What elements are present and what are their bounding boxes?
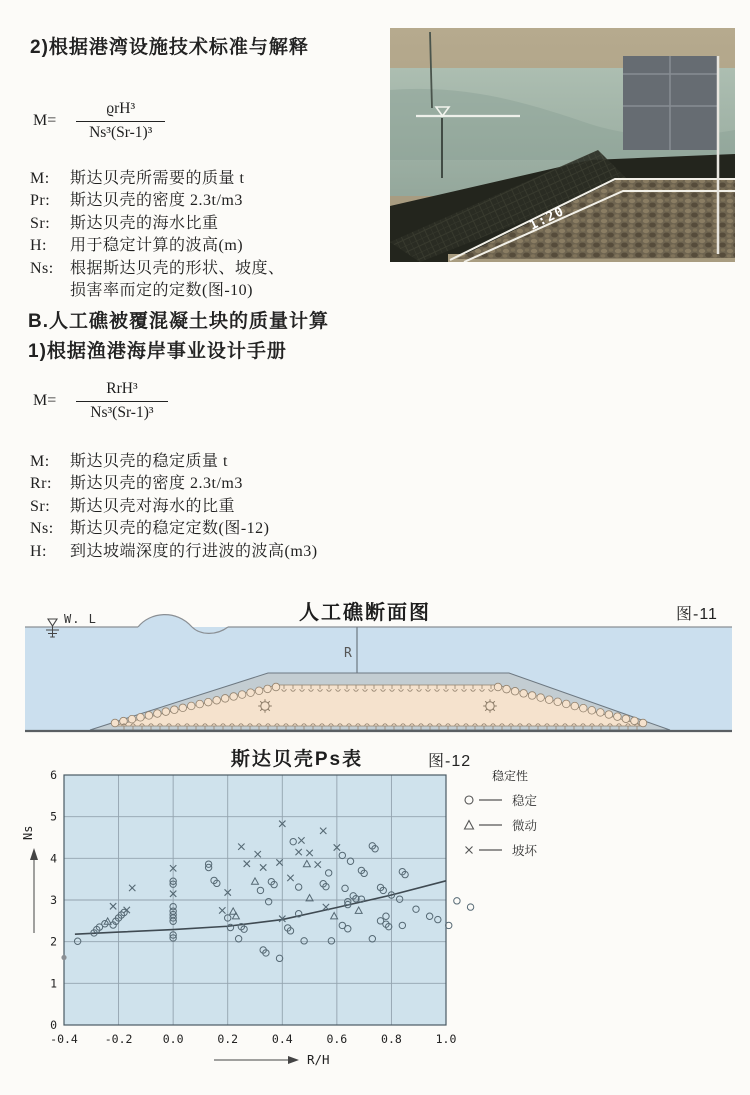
svg-text:2: 2: [50, 934, 57, 949]
svg-text:1: 1: [50, 976, 57, 991]
formula-1-lhs: M=: [33, 112, 57, 129]
definition-text: 到达坡端深度的行进波的波高(m3): [70, 542, 318, 560]
stability-scatter-chart: [18, 746, 638, 1080]
sectionB-heading: B.人工礁被覆混凝土块的质量计算: [28, 311, 330, 332]
formula-2: [33, 380, 168, 422]
circle-marker-icon: [462, 793, 504, 807]
definition-term: H:: [30, 237, 47, 255]
svg-text:Ns: Ns: [21, 825, 35, 840]
definition-row: [30, 258, 285, 280]
diagram-figure-label: 图-11: [676, 606, 718, 623]
crest-height-label: R: [344, 646, 352, 661]
legend-item-stable: [462, 791, 537, 808]
definition-term: H:: [30, 542, 47, 560]
definition-text: 损害率而定的定数(图-10): [70, 282, 253, 300]
y-tick-labels: [50, 768, 57, 1032]
formula-2-denominator: Ns³(Sr-1)³: [76, 401, 167, 422]
svg-text:0.0: 0.0: [162, 1032, 184, 1046]
definition-row: [30, 168, 285, 190]
water-level-label: W. L: [64, 612, 97, 626]
formula-1-numerator: ϱrH³: [106, 100, 136, 117]
definitions-list-1: [30, 168, 285, 302]
definition-row: [30, 235, 285, 257]
definition-term: Rr:: [30, 475, 52, 493]
chart-figure-label: 图-12: [428, 753, 472, 770]
svg-text:-0.4: -0.4: [50, 1032, 78, 1046]
definition-term: Ns:: [30, 259, 54, 277]
definition-term: Sr:: [30, 497, 51, 515]
experiment-photo: [390, 28, 735, 262]
definition-text: 用于稳定计算的波高(m): [70, 237, 244, 255]
sectionB-subheading: 1)根据渔港海岸事业设计手册: [28, 341, 287, 362]
legend-label: 微动: [512, 818, 538, 833]
cross-marker-icon: [462, 843, 504, 857]
chart-legend: [462, 767, 537, 866]
x-axis-label: [214, 1052, 330, 1067]
legend-label: 坡坏: [512, 843, 538, 858]
svg-text:0: 0: [50, 1018, 57, 1032]
svg-text:5: 5: [50, 809, 57, 824]
series-dot: [61, 955, 66, 960]
definition-row: [30, 518, 318, 540]
definition-row: [30, 473, 318, 495]
reef-cross-section-diagram: [20, 597, 735, 742]
svg-text:R/H: R/H: [307, 1052, 330, 1067]
legend-item-slight-motion: [462, 816, 537, 833]
water-level-triangle-icon: [48, 619, 57, 626]
definition-row: [30, 190, 285, 212]
definition-row: [30, 451, 318, 473]
svg-text:0.8: 0.8: [381, 1032, 402, 1046]
definition-text: 斯达贝壳的密度 2.3t/m3: [70, 192, 243, 210]
y-axis-label: [21, 826, 38, 933]
definition-term: M:: [30, 170, 50, 187]
definition-row: [30, 496, 318, 518]
definition-term: M:: [30, 453, 50, 470]
formula-2-numerator: RrH³: [106, 380, 138, 397]
x-tick-labels: [50, 1032, 456, 1046]
definition-text: 斯达贝壳对海水的比重: [70, 497, 236, 515]
definition-row: [30, 280, 285, 302]
formula-1: [33, 100, 165, 142]
triangle-marker-icon: [462, 818, 504, 832]
svg-text:6: 6: [50, 768, 57, 782]
svg-text:0.4: 0.4: [271, 1032, 293, 1046]
chart-title: 斯达贝壳Ps表: [230, 749, 364, 770]
definition-text: 斯达贝壳的海水比重: [70, 214, 219, 232]
definitions-list-2: [30, 451, 318, 563]
diagram-title: 人工礁断面图: [299, 602, 431, 624]
section2-heading: 2)根据港湾设施技术标准与解释: [30, 37, 309, 58]
formula-1-denominator: Ns³(Sr-1)³: [76, 121, 165, 142]
definition-text: 斯达贝壳的稳定定数(图-12): [70, 520, 270, 538]
definition-text: 斯达贝壳的稳定质量 t: [70, 453, 228, 470]
legend-item-slope-failure: [462, 841, 537, 858]
definition-term: Sr:: [30, 214, 51, 232]
svg-text:0.2: 0.2: [217, 1032, 239, 1046]
svg-text:1.0: 1.0: [435, 1032, 457, 1046]
definition-text: 根据斯达贝壳的形状、坡度、: [70, 259, 285, 277]
formula-2-lhs: M=: [33, 392, 57, 409]
svg-text:0.6: 0.6: [326, 1032, 348, 1046]
definition-text: 斯达贝壳的密度 2.3t/m3: [70, 475, 243, 493]
definition-term: Ns:: [30, 520, 54, 538]
svg-text:3: 3: [50, 893, 57, 907]
definition-row: [30, 541, 318, 563]
definition-term: Pr:: [30, 192, 51, 210]
definition-text: 斯达贝壳所需要的质量 t: [70, 170, 245, 187]
legend-header: 稳定性: [492, 769, 529, 783]
definition-row: [30, 213, 285, 235]
svg-text:-0.2: -0.2: [104, 1032, 133, 1046]
svg-text:4: 4: [50, 851, 57, 866]
legend-label: 稳定: [512, 793, 538, 808]
photo-slope-label: 1:20: [527, 203, 568, 234]
